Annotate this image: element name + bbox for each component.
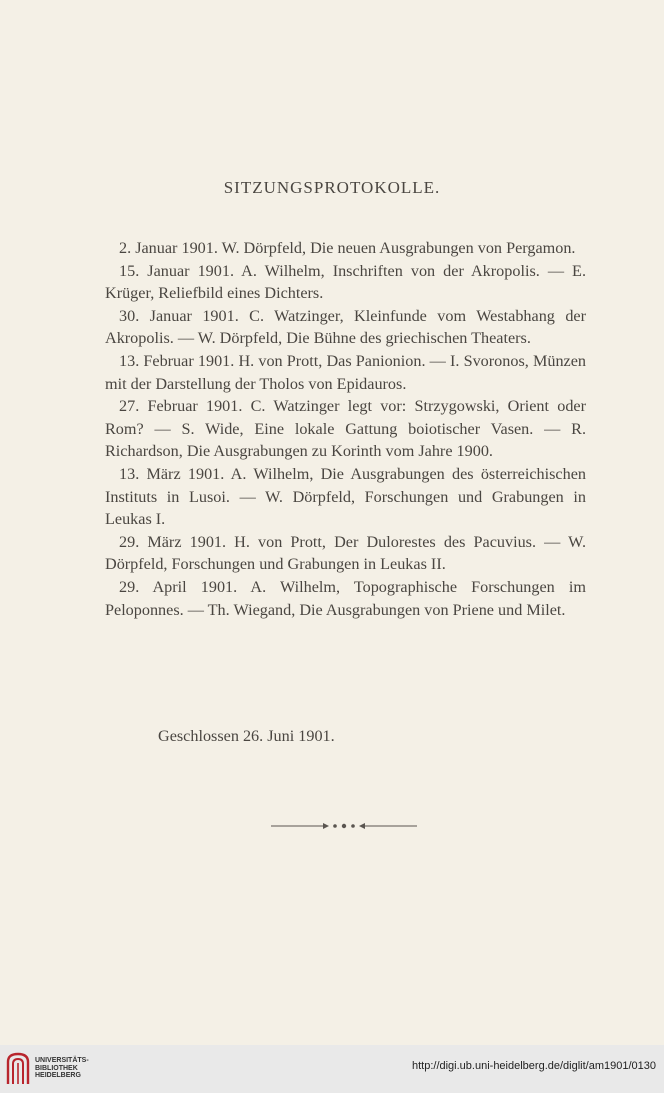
library-name-line: HEIDELBERG	[35, 1072, 81, 1079]
library-name	[35, 1057, 89, 1080]
library-name-line: BIBLIOTHEK	[35, 1064, 78, 1072]
permalink-url[interactable]: http://digi.ub.uni-heidelberg.de/diglit/am1901/0130	[411, 1060, 656, 1072]
protocol-entry: 13. Februar 1901. H. von Prott, Das Panionion. — I. Svoronos, Münzen mit der Darstellung der Tholos von Epidauros.	[105, 351, 586, 393]
protocol-entry: 29. April 1901. A. Wilhelm, Topographische Forschungen im Peloponnes. — Th. Wiegand, Die Ausgrabungen von Priene und Milet.	[105, 577, 586, 619]
ornament-divider-icon	[271, 820, 417, 832]
protocol-entries	[105, 237, 586, 621]
protocol-entry: 29. März 1901. H. von Prott, Der Dulorestes des Pacuvius. — W. Dörpfeld, Forschungen und Grabungen in Leukas II.	[105, 532, 586, 574]
library-logo-icon[interactable]	[6, 1052, 30, 1086]
protocol-entry: 30. Januar 1901. C. Watzinger, Kleinfunde vom Westabhang der Akropolis. — W. Dörpfeld, Die Bühne des griechischen Theaters.	[105, 306, 586, 348]
viewer-footer	[0, 1045, 664, 1093]
protocol-entry: 15. Januar 1901. A. Wilhelm, Inschriften von der Akropolis. — E. Krüger, Reliefbild eines Dichters.	[105, 261, 586, 303]
protocol-entry: 13. März 1901. A. Wilhelm, Die Ausgrabungen des österreichischen Instituts in Lusoi. — W. Dörpfeld, Forschungen und Grabungen in Leukas I.	[105, 464, 586, 529]
protocol-entry: 27. Februar 1901. C. Watzinger legt vor: Strzygowski, Orient oder Rom? — S. Wide, Eine lokale Gattung boiotischer Vasen. — R. Richardson, Die Ausgrabungen zu Korinth vom Jahre 1900.	[105, 397, 586, 461]
page-heading: SITZUNGSPROTOKOLLE.	[223, 178, 441, 197]
library-name-line: UNIVERSITÄTS-	[35, 1057, 89, 1064]
closing-line: Geschlossen 26. Juni 1901.	[158, 727, 335, 745]
protocol-entry: 2. Januar 1901. W. Dörpfeld, Die neuen Ausgrabungen von Pergamon.	[119, 239, 576, 257]
